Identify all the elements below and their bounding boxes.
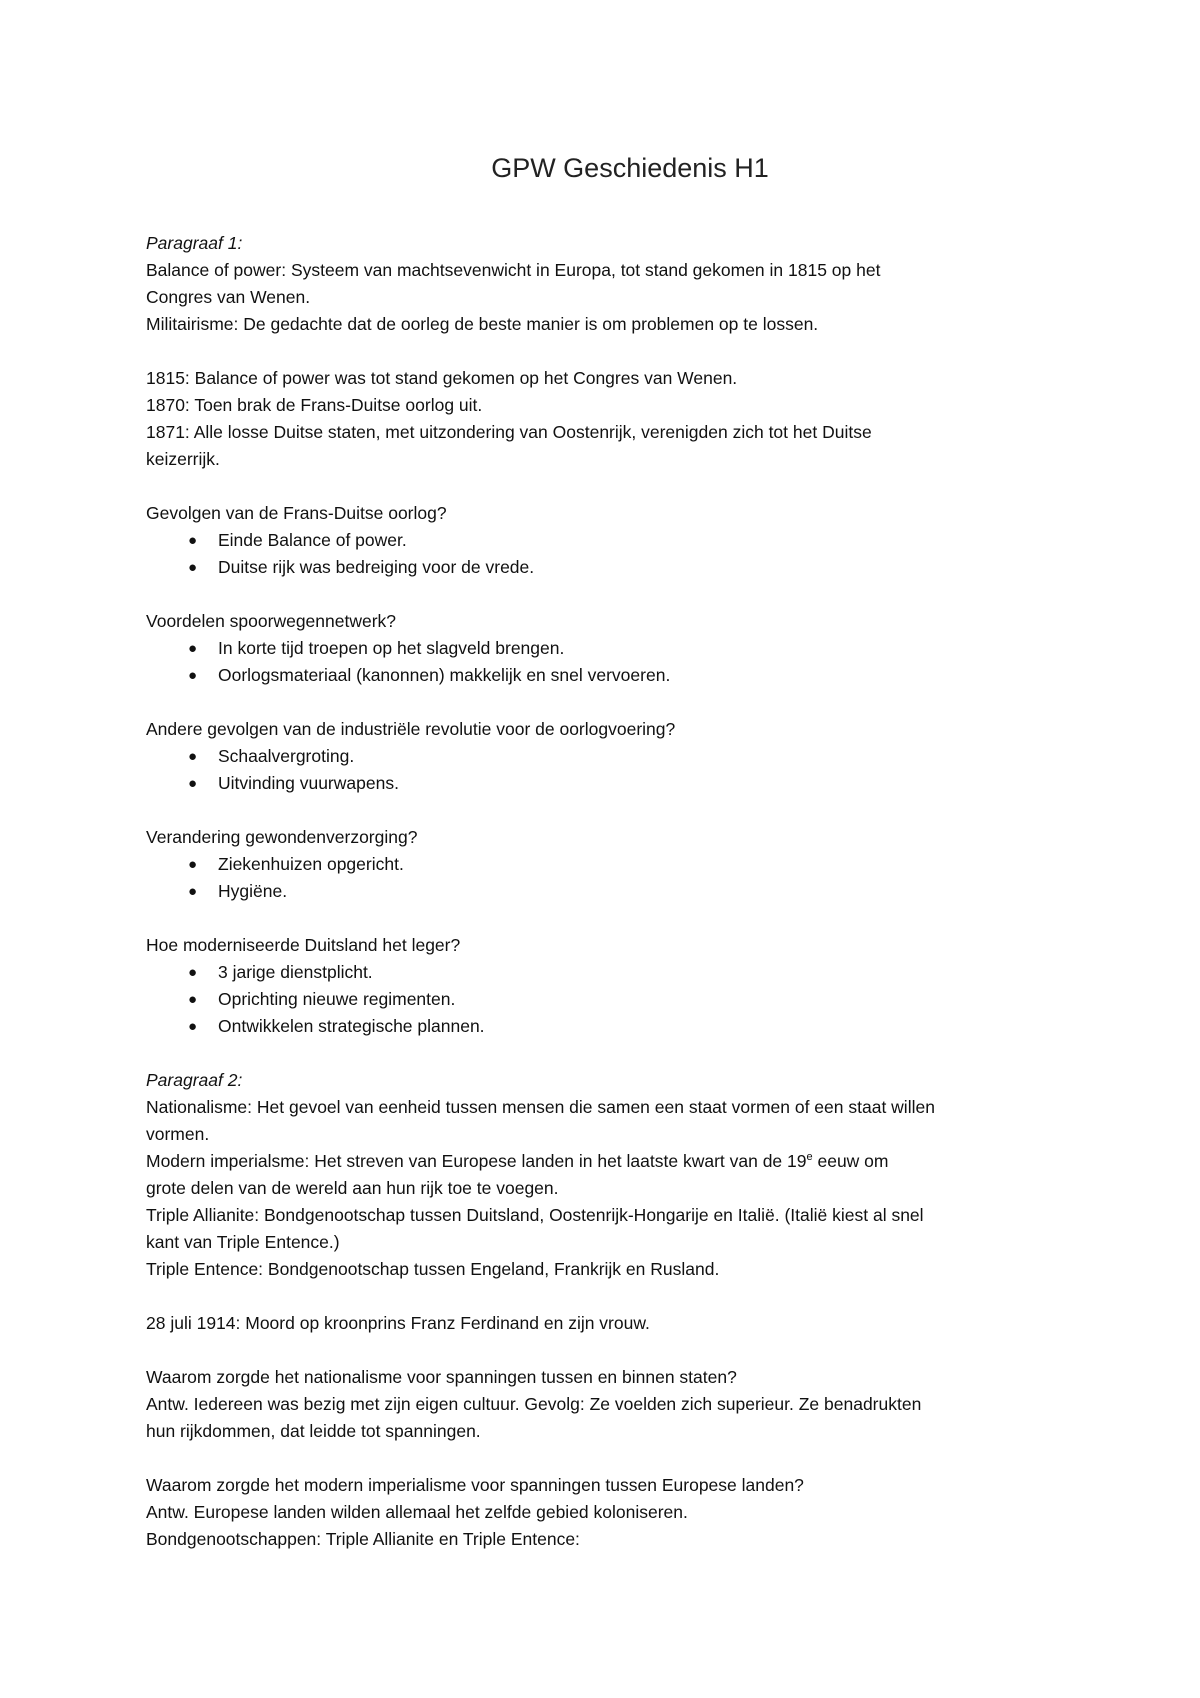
definition-nationalisme-line-1: Nationalisme: Het gevoel van eenheid tussen mensen die samen een staat vormen of een staat willen <box>146 1097 935 1117</box>
blank-line <box>146 1337 1080 1364</box>
date-1815: 1815: Balance of power was tot stand gekomen op het Congres van Wenen. <box>146 368 738 388</box>
bullet-icon: ● <box>188 559 198 576</box>
answer-nationalisme-line-2: hun rijkdommen, dat leidde tot spanningen. <box>146 1421 481 1441</box>
list-item: ● Uitvinding vuurwapens. <box>146 770 1080 797</box>
list-item: ● Schaalvergroting. <box>146 743 1080 770</box>
blank-line <box>146 1445 1080 1472</box>
blank-line <box>146 905 1080 932</box>
blank-line <box>146 338 1080 365</box>
question-leger: Hoe moderniseerde Duitsland het leger? <box>146 935 461 955</box>
bullet-icon: ● <box>188 1018 198 1035</box>
list-item: ● Duitse rijk was bedreiging voor de vrede. <box>146 554 1080 581</box>
definition-imperialisme-line-2: grote delen van de wereld aan hun rijk toe te voegen. <box>146 1178 559 1198</box>
list-item: ● 3 jarige dienstplicht. <box>146 959 1080 986</box>
definition-militairisme: Militairisme: De gedachte dat de oorleg de beste manier is om problemen op te lossen. <box>146 314 819 334</box>
bullet-icon: ● <box>188 640 198 657</box>
question-spoorwegennetwerk: Voordelen spoorwegennetwerk? <box>146 611 397 631</box>
bullet-icon: ● <box>188 964 198 981</box>
definition-balance-of-power-line-1: Balance of power: Systeem van machtsevenwicht in Europa, tot stand gekomen in 1815 op het <box>146 260 881 280</box>
date-1870: 1870: Toen brak de Frans-Duitse oorlog uit. <box>146 395 483 415</box>
list-item: ● Ziekenhuizen opgericht. <box>146 851 1080 878</box>
definition-triple-alliantie-line-2: kant van Triple Entence.) <box>146 1232 340 1252</box>
document-title: GPW Geschiedenis H1 <box>491 153 769 183</box>
blank-line <box>146 473 1080 500</box>
list-item: ● Ontwikkelen strategische plannen. <box>146 1013 1080 1040</box>
list-item: ● Oorlogsmateriaal (kanonnen) makkelijk en snel vervoeren. <box>146 662 1080 689</box>
blank-line <box>146 581 1080 608</box>
blank-line <box>146 689 1080 716</box>
bullet-list <box>146 527 1080 581</box>
blank-line <box>146 797 1080 824</box>
bondgenootschappen-line: Bondgenootschappen: Triple Allianite en Triple Entence: <box>146 1529 580 1549</box>
question-industriele-revolutie: Andere gevolgen van de industriële revolutie voor de oorlogvoering? <box>146 719 676 739</box>
bullet-list <box>146 959 1080 1040</box>
list-item: ● Oprichting nieuwe regimenten. <box>146 986 1080 1013</box>
bullet-icon: ● <box>188 856 198 873</box>
superscript: e <box>806 1151 813 1164</box>
question-gewondenverzorging: Verandering gewondenverzorging? <box>146 827 418 847</box>
question-imperialisme: Waarom zorgde het modern imperialisme voor spanningen tussen Europese landen? <box>146 1475 804 1495</box>
bullet-icon: ● <box>188 991 198 1008</box>
section-heading-paragraaf-1: Paragraaf 1: <box>146 233 243 253</box>
definition-triple-alliantie-line-1: Triple Allianite: Bondgenootschap tussen Duitsland, Oostenrijk-Hongarije en Italië. (Italië kiest al snel <box>146 1205 924 1225</box>
bullet-icon: ● <box>188 667 198 684</box>
definition-imperialisme-line-1: Modern imperialsme: Het streven van Europese landen in het laatste kwart van de 19e eeuw om <box>146 1151 889 1171</box>
bullet-list <box>146 743 1080 797</box>
list-item: ● In korte tijd troepen op het slagveld brengen. <box>146 635 1080 662</box>
bullet-list <box>146 635 1080 689</box>
bullet-icon: ● <box>188 883 198 900</box>
section-heading-paragraaf-2: Paragraaf 2: <box>146 1070 243 1090</box>
list-item: ● Hygiëne. <box>146 878 1080 905</box>
definition-nationalisme-line-2: vormen. <box>146 1124 210 1144</box>
question-nationalisme: Waarom zorgde het nationalisme voor spanningen tussen en binnen staten? <box>146 1367 737 1387</box>
bullet-list <box>146 851 1080 905</box>
blank-line <box>146 1040 1080 1067</box>
date-28-juli-1914: 28 juli 1914: Moord op kroonprins Franz Ferdinand en zijn vrouw. <box>146 1313 650 1333</box>
bullet-icon: ● <box>188 748 198 765</box>
date-1871-line-2: keizerrijk. <box>146 449 220 469</box>
bullet-icon: ● <box>188 775 198 792</box>
date-1871-line-1: 1871: Alle losse Duitse staten, met uitzondering van Oostenrijk, verenigden zich tot het Duitse <box>146 422 872 442</box>
blank-line <box>146 1283 1080 1310</box>
question-gevolgen-oorlog: Gevolgen van de Frans-Duitse oorlog? <box>146 503 447 523</box>
bullet-icon: ● <box>188 532 198 549</box>
definition-balance-of-power-line-2: Congres van Wenen. <box>146 287 311 307</box>
answer-imperialisme: Antw. Europese landen wilden allemaal het zelfde gebied koloniseren. <box>146 1502 688 1522</box>
answer-nationalisme-line-1: Antw. Iedereen was bezig met zijn eigen cultuur. Gevolg: Ze voelden zich superieur. Ze benadrukten <box>146 1394 922 1414</box>
list-item: ● Einde Balance of power. <box>146 527 1080 554</box>
definition-triple-entente: Triple Entence: Bondgenootschap tussen Engeland, Frankrijk en Rusland. <box>146 1259 720 1279</box>
